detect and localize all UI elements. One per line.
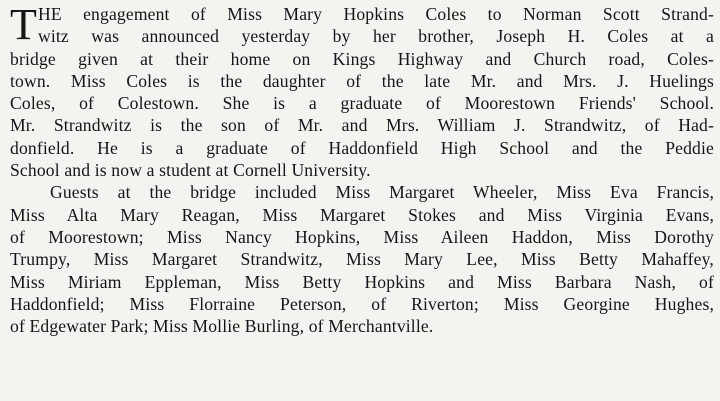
text-line: witz was announced yesterday by her brother, Joseph H. Coles at a bbox=[38, 26, 714, 47]
text-line: bridge given at their home on Kings Highway and Church road, Coles- bbox=[10, 48, 714, 69]
text-line: of Edgewater Park; Miss Mollie Burling, of Merchantville. bbox=[10, 316, 434, 337]
text-line: Coles, of Colestown. She is a graduate of Moorestown Friends' School. bbox=[10, 93, 714, 114]
text-line: Haddonfield; Miss Florraine Peterson, of Riverton; Miss Georgine Hughes, bbox=[10, 293, 714, 314]
text-line: of Moorestown; Miss Nancy Hopkins, Miss Aileen Haddon, Miss Dorothy bbox=[10, 226, 714, 247]
text-line: School and is now a student at Cornell University. bbox=[10, 160, 371, 181]
text-line: Trumpy, Miss Margaret Strandwitz, Miss Mary Lee, Miss Betty Mahaffey, bbox=[10, 249, 714, 270]
drop-cap: T bbox=[10, 0, 37, 49]
text-line: Miss Alta Mary Reagan, Miss Margaret Stokes and Miss Virginia Evans, bbox=[10, 204, 714, 225]
text-line: Guests at the bridge included Miss Margaret Wheeler, Miss Eva Francis, bbox=[50, 182, 714, 203]
paragraph-guests bbox=[10, 181, 714, 337]
paragraph-engagement bbox=[10, 0, 714, 181]
text-line: town. Miss Coles is the daughter of the late Mr. and Mrs. J. Huelings bbox=[10, 70, 714, 91]
text-line: Miss Miriam Eppleman, Miss Betty Hopkins and Miss Barbara Nash, of bbox=[10, 271, 714, 292]
text-line: Mr. Strandwitz is the son of Mr. and Mrs. William J. Strandwitz, of Had- bbox=[10, 115, 714, 136]
text-line: HE engagement of Miss Mary Hopkins Coles to Norman Scott Strand- bbox=[38, 4, 714, 24]
text-line: donfield. He is a graduate of Haddonfield High School and the Peddie bbox=[10, 137, 714, 158]
